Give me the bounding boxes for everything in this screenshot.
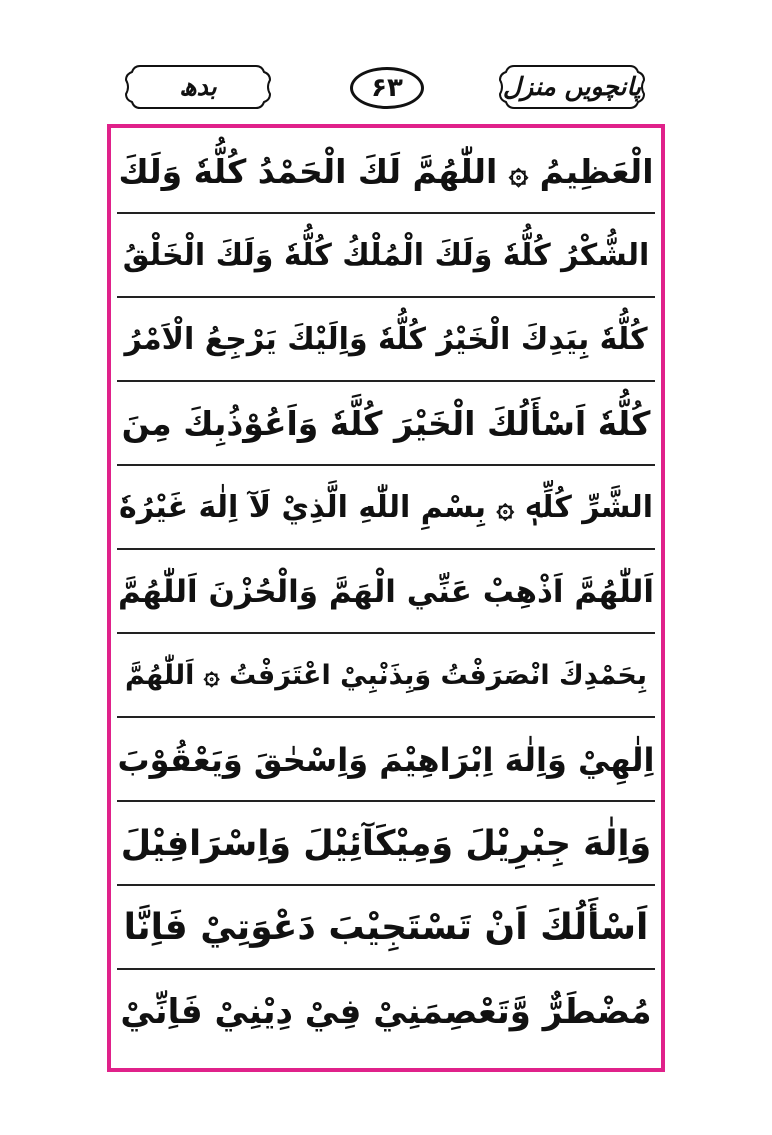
text-line-3: كُلُّهٗ بِيَدِكَ الْخَيْرُ كُلُّهٗ وَاِلَيْكَ يَرْجِعُ الْاَمْرُ [117,298,655,382]
page-number: ۶۳ [350,67,424,109]
text-lines [117,130,655,1054]
text-line-8: اِلٰهِيْ وَاِلٰهَ اِبْرَاهِيْمَ وَاِسْحٰقَ وَيَعْقُوْبَ [117,718,655,802]
text-line-7: بِحَمْدِكَ انْصَرَفْتُ وَبِذَنْبِيْ اعْتَرَفْتُ ۞ اَللّٰهُمَّ [117,634,655,718]
text-line-11: مُضْطَرٌّ وَّتَعْصِمَنِيْ فِيْ دِيْنِيْ فَاِنِّيْ [120,992,652,1032]
text-line-9: وَاِلٰهَ جِبْرِيْلَ وَمِيْكَآئِيْلَ وَاِسْرَافِيْلَ [117,802,655,886]
text-line-2: الشُّكْرُ كُلُّهٗ وَلَكَ الْمُلْكُ كُلُّهٗ وَلَكَ الْخَلْقُ [117,214,655,298]
text-line-5: الشَّرِّ كُلِّهٖ ۞ بِسْمِ اللّٰهِ الَّذِيْ لَآ اِلٰهَ غَيْرُهٗ [117,466,655,550]
day-cartouche [122,62,274,112]
text-frame [107,124,665,1072]
page-header [0,0,772,125]
text-line-6: اَللّٰهُمَّ اَذْهِبْ عَنِّي الْهَمَّ وَالْحُزْنَ اَللّٰهُمَّ [117,550,655,634]
text-line-10: اَسْأَلُكَ اَنْ تَسْتَجِيْبَ دَعْوَتِيْ فَاِنَّا [117,886,655,970]
day-label: بدھ [179,72,217,101]
manzil-label: پانچویں منزل [502,72,642,101]
text-line-4: كُلُّهٗ اَسْأَلُكَ الْخَيْرَ كُلَّهٗ وَاَعُوْذُبِكَ مِنَ [117,382,655,466]
text-line-1: الْعَظِيمُ ۞ اللّٰهُمَّ لَكَ الْحَمْدُ كُلُّهٗ وَلَكَ [117,130,655,214]
manzil-cartouche [496,62,648,112]
